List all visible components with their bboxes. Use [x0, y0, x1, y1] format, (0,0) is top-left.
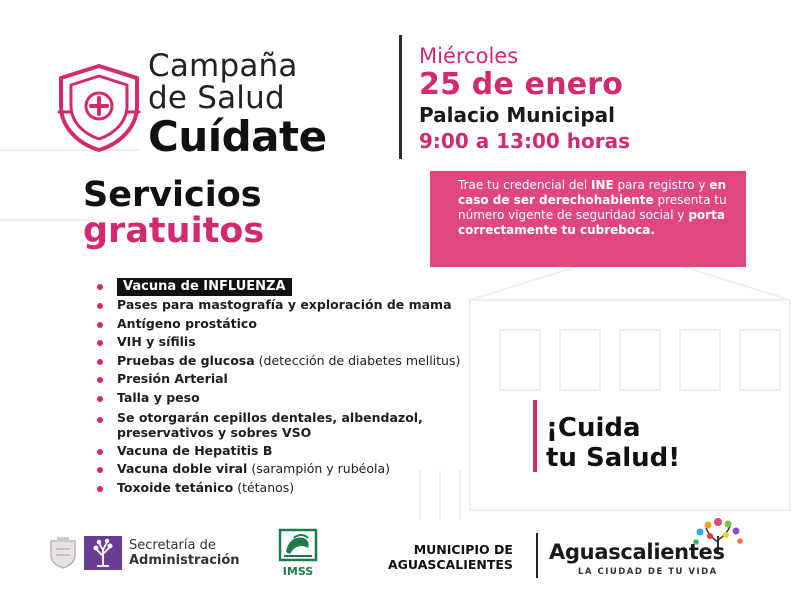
requirements-text: para registro y [613, 178, 710, 192]
service-name: Vacuna doble viral [117, 461, 248, 477]
shield-cross-icon [55, 62, 143, 154]
coat-of-arms-icon [47, 535, 79, 569]
bullet-icon [97, 467, 103, 473]
requirements-bold: porta correctamente tu cubreboca. [458, 208, 725, 237]
service-item [95, 370, 460, 389]
admin-label-line1: Secretaría de [129, 538, 216, 553]
event-details [419, 44, 779, 154]
campaign-title-line1: Campaña [148, 48, 298, 84]
slogan [546, 413, 680, 473]
service-name: Talla y peso [117, 389, 200, 405]
service-name: Vacuna de INFLUENZA [117, 278, 292, 296]
bullet-icon [97, 322, 103, 328]
header-divider [399, 35, 402, 159]
bullet-icon [97, 486, 103, 492]
slogan-accent-bar [533, 400, 537, 472]
bullet-icon [97, 396, 103, 402]
requirements-text: Trae tu credencial del [458, 178, 592, 192]
city-tagline: LA CIUDAD DE TU VIDA [578, 567, 718, 577]
campaign-title-line3: Cuídate [148, 112, 327, 161]
event-time: 9:00 a 13:00 horas [419, 129, 631, 153]
event-day: Miércoles [419, 44, 519, 68]
service-item [95, 315, 460, 334]
admin-label [129, 538, 240, 568]
requirements-text: presenta tu número vigente de seguridad social y [458, 193, 727, 222]
service-item [95, 460, 460, 479]
admin-label-line2: Administración [129, 553, 240, 568]
slogan-line1: ¡Cuida [546, 413, 641, 443]
municipality-label [388, 542, 513, 572]
campaign-title-line2: de Salud [148, 80, 285, 116]
services-heading-line2: gratuitos [83, 211, 265, 251]
service-note: (tétanos) [233, 479, 295, 495]
service-item [95, 442, 460, 461]
service-item [95, 296, 460, 315]
service-item [95, 408, 460, 442]
footer-divider [536, 533, 538, 578]
services-heading-line1: Servicios [83, 175, 262, 215]
service-name: Pruebas de glucosa [117, 352, 255, 368]
service-name: Toxoide tetánico [117, 479, 234, 495]
bullet-icon [97, 377, 103, 383]
requirements-bold: INE [591, 178, 614, 192]
municipality-line1: MUNICIPIO DE [413, 542, 513, 557]
bullet-icon [97, 284, 103, 290]
requirements-box [430, 171, 746, 267]
bullet-icon [97, 340, 103, 346]
service-name: VIH y sífilis [117, 334, 196, 350]
service-item [95, 389, 460, 408]
requirements-bold: en caso de ser derechohabiente [458, 178, 727, 207]
slogan-line2: tu Salud! [546, 443, 681, 473]
event-place: Palacio Municipal [419, 103, 615, 127]
bullet-icon [97, 417, 103, 423]
services-list [95, 277, 460, 497]
event-date: 25 de enero [419, 67, 624, 102]
service-name: Pases para mastografía y exploración de mama [117, 297, 452, 312]
service-item [95, 333, 460, 352]
bullet-icon [97, 359, 103, 365]
services-heading [83, 175, 265, 251]
service-name-cont: preservativos y sobres VSO [117, 424, 312, 440]
service-name: Presión Arterial [117, 371, 228, 387]
service-item [95, 352, 460, 371]
bullet-icon [97, 303, 103, 309]
service-note: (sarampión y rubéola) [247, 461, 391, 477]
bullet-icon [97, 449, 103, 455]
imss-label: IMSS [282, 565, 314, 578]
campaign-title [148, 50, 388, 160]
city-name: Aguascalientes [549, 540, 725, 564]
tree-icon [84, 536, 122, 570]
service-note: (detección de diabetes mellitus) [254, 352, 461, 368]
service-name: Vacuna de Hepatitis B [117, 442, 273, 458]
service-item [95, 479, 460, 498]
service-item [95, 277, 460, 296]
municipality-line2: AGUASCALIENTES [388, 557, 513, 572]
service-name: Antígeno prostático [117, 315, 257, 331]
service-name: Se otorgarán cepillos dentales, albendazol, [117, 409, 423, 425]
